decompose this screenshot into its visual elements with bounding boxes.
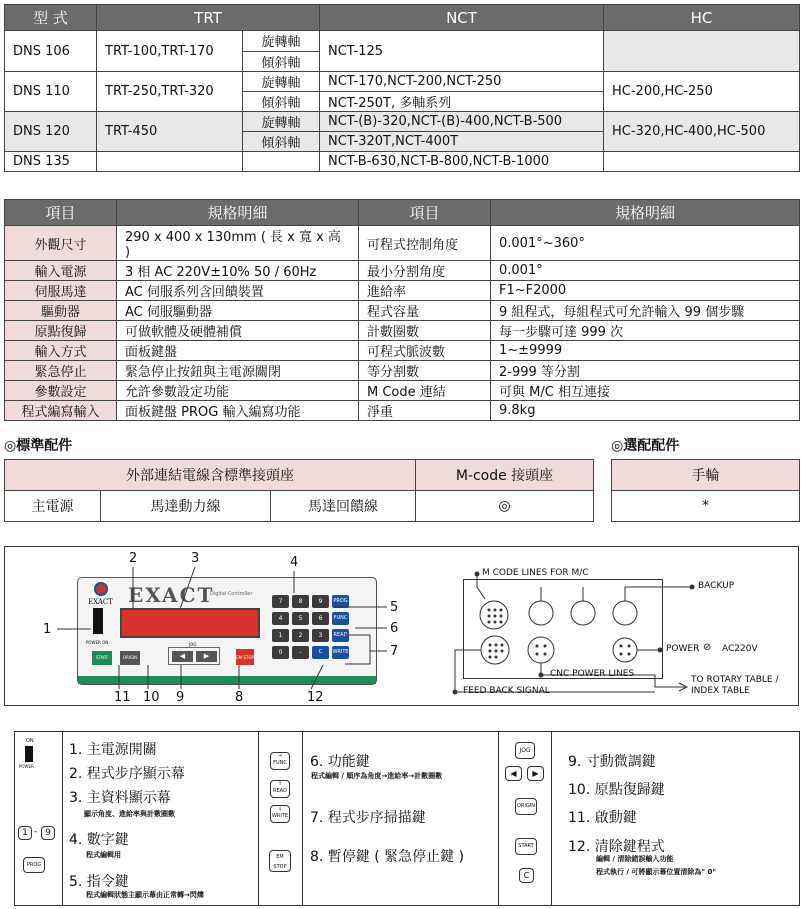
callout-6: 6 bbox=[390, 621, 399, 636]
spec-item: 外觀尺寸 bbox=[5, 226, 117, 261]
label-feedback: FEED BACK SIGNAL bbox=[463, 686, 550, 696]
label-index: INDEX TABLE bbox=[691, 686, 750, 696]
start-button[interactable]: START bbox=[92, 651, 112, 665]
spec-item: 可程式脈波數 bbox=[359, 341, 491, 361]
key-7[interactable]: 7 bbox=[272, 595, 289, 608]
callout-7: 7 bbox=[390, 644, 399, 659]
spec-row bbox=[5, 261, 800, 281]
em-stop-key-icon: EM STOP bbox=[269, 850, 291, 872]
nct-cell: NCT-(B)-320,NCT-(B)-400,NCT-B-500 bbox=[320, 112, 604, 132]
spec-item: 可程式控制角度 bbox=[359, 226, 491, 261]
opt-header: 手輪 bbox=[612, 460, 800, 491]
spec-item: 等分割數 bbox=[359, 361, 491, 381]
key-1-icon: 1 bbox=[18, 826, 32, 840]
jog-left-button[interactable]: ◀ bbox=[172, 651, 193, 662]
callout-1: 1 bbox=[43, 622, 52, 637]
spec-detail: F1~F2000 bbox=[491, 281, 800, 301]
callout-8: 8 bbox=[235, 690, 244, 705]
callout-9: 9 bbox=[176, 690, 185, 705]
key-write[interactable]: WRITE bbox=[332, 646, 349, 659]
spec-row bbox=[5, 361, 800, 381]
spec-header: 項目 bbox=[5, 200, 117, 226]
std-item: 主電源 bbox=[5, 491, 101, 522]
callout-12: 12 bbox=[307, 690, 324, 705]
spec-detail: 每一步驟可達 999 次 bbox=[491, 321, 800, 341]
callout-2: 2 bbox=[129, 551, 138, 566]
spec-detail: 0.001°~360° bbox=[491, 226, 800, 261]
em-stop-button[interactable]: EM STOP bbox=[235, 648, 255, 666]
jog-right-button[interactable]: ▶ bbox=[196, 651, 217, 662]
legend-sub: 顯示角度、進給率與計數圈數 bbox=[84, 810, 175, 818]
label-backup: BACKUP bbox=[698, 581, 735, 591]
spec-row bbox=[5, 341, 800, 361]
legend-item: 12. 清除鍵程式 bbox=[568, 839, 665, 855]
key-8[interactable]: 8 bbox=[292, 595, 309, 608]
spec-table bbox=[4, 199, 800, 421]
legend-item: 7. 程式步序掃描鍵 bbox=[310, 810, 426, 826]
hc-cell: HC-200,HC-250 bbox=[604, 72, 800, 112]
spec-item: 緊急停止 bbox=[5, 361, 117, 381]
func-key-icon: → FUNC bbox=[270, 752, 290, 770]
spec-item: 參數設定 bbox=[5, 381, 117, 401]
spec-row bbox=[5, 401, 800, 421]
key-3[interactable]: 3 bbox=[312, 629, 329, 642]
axis-cell: 傾斜軸 bbox=[243, 51, 320, 72]
model-table bbox=[4, 4, 800, 172]
spec-detail: 緊急停止按鈕與主電源關閉 bbox=[117, 361, 359, 381]
spec-row bbox=[5, 301, 800, 321]
clear-key-icon: C bbox=[519, 868, 534, 883]
trt-cell bbox=[97, 152, 243, 172]
legend-item: 2. 程式步序顯示幕 bbox=[69, 766, 185, 782]
spec-detail: 9 組程式，每組程式可允許輸入 99 個步驟 bbox=[491, 301, 800, 321]
power-switch-icon bbox=[25, 746, 33, 762]
legend-divider bbox=[498, 732, 499, 905]
legend-item: 5. 指令鍵 bbox=[69, 874, 129, 890]
callout-11: 11 bbox=[114, 690, 131, 705]
nct-cell: NCT-320T,NCT-400T bbox=[320, 132, 604, 152]
spec-row bbox=[5, 381, 800, 401]
label-mcode: M CODE LINES FOR M/C bbox=[482, 568, 589, 578]
key-5[interactable]: 5 bbox=[292, 612, 309, 625]
spec-item: 原點復歸 bbox=[5, 321, 117, 341]
std-header-mcode: M-code 接頭座 bbox=[416, 460, 594, 491]
legend-sub: 編輯 / 清除錯誤輸入功能 bbox=[596, 855, 674, 863]
spec-detail: 2-999 等分割 bbox=[491, 361, 800, 381]
header-hc: HC bbox=[604, 5, 800, 31]
std-item: 馬達動力線 bbox=[101, 491, 271, 522]
spec-item: 程式編寫輸入 bbox=[5, 401, 117, 421]
model-cell: DNS 106 bbox=[5, 31, 97, 72]
spec-item: 計數圈數 bbox=[359, 321, 491, 341]
rear-panel-connectors bbox=[5, 547, 800, 707]
brand-title: EXACT bbox=[128, 583, 215, 607]
origin-key-icon: ORIGIN bbox=[515, 798, 537, 815]
power-ground-icon: ⊘ bbox=[703, 642, 712, 653]
axis-cell: 傾斜軸 bbox=[243, 132, 320, 152]
power-on-label: POWER ON bbox=[86, 640, 109, 645]
spec-row bbox=[5, 226, 800, 261]
spec-detail: 面板鍵盤 bbox=[117, 341, 359, 361]
nct-cell: NCT-250T, 多軸系列 bbox=[320, 92, 604, 112]
spec-detail: 0.001° bbox=[491, 261, 800, 281]
spec-item: M Code 連結 bbox=[359, 381, 491, 401]
trt-cell: TRT-100,TRT-170 bbox=[97, 31, 243, 72]
start-key-icon: START bbox=[515, 838, 537, 855]
spec-detail: 可做軟體及硬體補償 bbox=[117, 321, 359, 341]
key-legend bbox=[14, 731, 800, 906]
spec-item: 輸入電源 bbox=[5, 261, 117, 281]
spec-detail: 允許參數設定功能 bbox=[117, 381, 359, 401]
spec-header: 規格明細 bbox=[117, 200, 359, 226]
key-read[interactable]: READ bbox=[332, 629, 349, 642]
spec-detail: 9.8kg bbox=[491, 401, 800, 421]
brand-subtitle: Digital Controller bbox=[210, 591, 253, 597]
hc-cell bbox=[604, 31, 800, 72]
nct-cell: NCT-125 bbox=[320, 31, 604, 72]
legend-item: 11. 啟動鍵 bbox=[568, 810, 637, 826]
std-item: 馬達回饋線 bbox=[271, 491, 416, 522]
legend-sub: 程式編輯狀態主顯示幕由正常轉→閃爍 bbox=[86, 891, 204, 899]
legend-sub: 程式編輯用 bbox=[86, 851, 121, 859]
legend-item: 3. 主資料顯示幕 bbox=[69, 790, 171, 806]
jog-label: JOG bbox=[189, 642, 197, 647]
header-nct: NCT bbox=[320, 5, 604, 31]
optional-accessories-table bbox=[611, 459, 800, 522]
legend-item: 1. 主電源開關 bbox=[69, 742, 157, 758]
axis-cell: 旋轉軸 bbox=[243, 72, 320, 92]
nct-cell: NCT-170,NCT-200,NCT-250 bbox=[320, 72, 604, 92]
key-minus[interactable]: - bbox=[292, 646, 309, 659]
label-power: POWER bbox=[666, 644, 700, 654]
key-range-dash: - bbox=[34, 827, 38, 837]
key-prog[interactable]: PROG bbox=[332, 595, 349, 608]
label-rotary: TO ROTARY TABLE / bbox=[691, 675, 779, 685]
spec-item: 輸入方式 bbox=[5, 341, 117, 361]
legend-divider bbox=[258, 732, 259, 905]
spec-detail: 可與 M/C 相互連接 bbox=[491, 381, 800, 401]
axis-cell: 旋轉軸 bbox=[243, 112, 320, 132]
controller-diagram bbox=[4, 546, 799, 706]
callout-5: 5 bbox=[390, 600, 399, 615]
key-6[interactable]: 6 bbox=[312, 612, 329, 625]
jog-right-icon: ▶ bbox=[527, 766, 544, 781]
callout-10: 10 bbox=[143, 690, 160, 705]
legend-divider bbox=[62, 732, 63, 905]
legend-sub: 程式執行 / 可將顯示幕位置清除為" 0" bbox=[596, 868, 717, 876]
callout-4: 4 bbox=[290, 555, 299, 570]
header-trt: TRT bbox=[97, 5, 320, 31]
standard-accessories-title: ◎標準配件 bbox=[4, 438, 73, 454]
jog-key-icon: JOG bbox=[515, 742, 535, 759]
spec-item: 最小分割角度 bbox=[359, 261, 491, 281]
label-ac220v: AC220V bbox=[722, 644, 758, 654]
nct-cell: NCT-B-630,NCT-B-800,NCT-B-1000 bbox=[320, 152, 604, 172]
trt-cell: TRT-250,TRT-320 bbox=[97, 72, 243, 112]
legend-item: 8. 暫停鍵 ( 緊急停止鍵 ) bbox=[310, 849, 465, 865]
read-key-icon: ↑ READ bbox=[270, 780, 290, 798]
axis-cell bbox=[243, 152, 320, 172]
hc-cell: HC-320,HC-400,HC-500 bbox=[604, 112, 800, 152]
key-clear[interactable]: C bbox=[312, 646, 329, 659]
key-2[interactable]: 2 bbox=[292, 629, 309, 642]
legend-item: 6. 功能鍵 bbox=[310, 754, 370, 770]
key-func[interactable]: FUNC bbox=[332, 612, 349, 625]
spec-detail: 290 x 400 x 130mm ( 長 x 寬 x 高 ) bbox=[117, 226, 359, 261]
key-9-icon: 9 bbox=[41, 826, 55, 840]
spec-header: 規格明細 bbox=[491, 200, 800, 226]
origin-button[interactable]: ORIGIN bbox=[120, 651, 140, 665]
jog-left-icon: ◀ bbox=[505, 766, 522, 781]
standard-accessories-table bbox=[4, 459, 594, 522]
legend-sub: 程式編輯 / 順序為角度→進給率→計數圈數 bbox=[311, 772, 443, 780]
prog-key-icon: PROG bbox=[23, 857, 45, 873]
legend-divider bbox=[551, 732, 552, 905]
spec-item: 驅動器 bbox=[5, 301, 117, 321]
logo-text: EXACT bbox=[88, 598, 113, 606]
key-9[interactable]: 9 bbox=[312, 595, 329, 608]
opt-value: * bbox=[612, 491, 800, 522]
on-label: ON bbox=[26, 738, 34, 744]
spec-row bbox=[5, 281, 800, 301]
spec-item: 淨重 bbox=[359, 401, 491, 421]
std-header-cables: 外部連結電線含標準接頭座 bbox=[5, 460, 416, 491]
model-cell: DNS 120 bbox=[5, 112, 97, 152]
model-cell: DNS 135 bbox=[5, 152, 97, 172]
spec-row bbox=[5, 321, 800, 341]
trt-cell: TRT-450 bbox=[97, 112, 243, 152]
spec-detail: 1~±9999 bbox=[491, 341, 800, 361]
legend-item: 10. 原點復歸鍵 bbox=[568, 782, 665, 798]
key-0[interactable]: 0 bbox=[272, 646, 289, 659]
header-model: 型 式 bbox=[5, 5, 97, 31]
axis-cell: 傾斜軸 bbox=[243, 92, 320, 112]
key-1[interactable]: 1 bbox=[272, 629, 289, 642]
model-cell: DNS 110 bbox=[5, 72, 97, 112]
spec-header: 項目 bbox=[359, 200, 491, 226]
write-key-icon: ↓ WRITE bbox=[270, 805, 290, 823]
key-4[interactable]: 4 bbox=[272, 612, 289, 625]
spec-detail: AC 伺服驅動器 bbox=[117, 301, 359, 321]
legend-divider bbox=[302, 732, 303, 905]
spec-item: 進給率 bbox=[359, 281, 491, 301]
legend-item: 9. 寸動微調鍵 bbox=[568, 754, 656, 770]
spec-item: 程式容量 bbox=[359, 301, 491, 321]
callout-3: 3 bbox=[191, 551, 200, 566]
std-item: ◎ bbox=[416, 491, 594, 522]
optional-accessories-title: ◎選配配件 bbox=[611, 438, 680, 454]
spec-item: 伺服馬達 bbox=[5, 281, 117, 301]
axis-cell: 旋轉軸 bbox=[243, 31, 320, 52]
spec-detail: AC 伺服系列含回饋裝置 bbox=[117, 281, 359, 301]
hc-cell bbox=[604, 152, 800, 172]
label-cnc-power: CNC POWER LINES bbox=[550, 669, 635, 679]
spec-detail: 3 相 AC 220V±10% 50 / 60Hz bbox=[117, 261, 359, 281]
power-label: POWER bbox=[19, 764, 34, 769]
legend-item: 4. 數字鍵 bbox=[69, 832, 129, 848]
spec-detail: 面板鍵盤 PROG 輸入編寫功能 bbox=[117, 401, 359, 421]
